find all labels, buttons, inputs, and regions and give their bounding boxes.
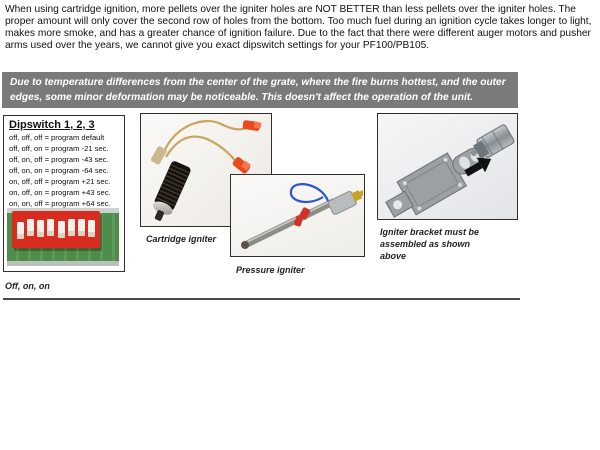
dip-switch-slider bbox=[78, 219, 85, 236]
dipswitch-title: Dipswitch 1, 2, 3 bbox=[9, 119, 95, 131]
dipswitch-setting-row: on, on, off = program +64 sec. bbox=[9, 199, 111, 208]
cartridge-caption: Cartridge igniter bbox=[146, 234, 217, 244]
dipswitch-caption: Off, on, on bbox=[5, 281, 50, 291]
dip-switch-slider bbox=[17, 222, 24, 239]
notice-banner: Due to temperature differences from the center of the grate, where the fire burns hottest, and the outer edges, some minor deformation may be noticeable. This doesn't affect the operation of the unit. bbox=[2, 72, 518, 108]
dipswitch-setting-row: on, off, off = program +21 sec. bbox=[9, 177, 111, 186]
igniter-bracket-illustration bbox=[378, 114, 516, 218]
dipswitch-photo bbox=[7, 208, 119, 266]
igniter-bracket-photo bbox=[377, 113, 518, 220]
dipswitch-setting-row: off, off, on = program -21 sec. bbox=[9, 144, 109, 153]
igniter-rod bbox=[245, 202, 333, 245]
section-divider bbox=[3, 298, 520, 300]
rod-highlight bbox=[247, 201, 331, 242]
blue-wire bbox=[291, 184, 328, 202]
dip-switch-slider bbox=[88, 220, 95, 237]
heater-body bbox=[148, 160, 192, 224]
pressure-igniter-illustration bbox=[231, 175, 363, 255]
bracket-caption: Igniter bracket must be assembled as shown above bbox=[380, 227, 480, 261]
intro-paragraph: When using cartridge ignition, more pellets over the igniter holes are NOT BETTER than less pellets over the igniter holes. The proper amount will only cover the second row of holes from the bottom. Too much fuel during an ignition cycle takes longer to light, makes more smoke, and has a greater chance of ignition failure. Due to the fact that there were different auger motors and pusher arms used over the years, we cannot give you exact dipswitch settings for your PF100/PB105. bbox=[5, 4, 592, 51]
dipswitch-panel bbox=[3, 115, 125, 272]
rod-tip bbox=[241, 241, 249, 249]
igniter-body bbox=[327, 186, 363, 216]
dip-switch-block bbox=[12, 211, 100, 248]
pressure-caption: Pressure igniter bbox=[236, 265, 305, 275]
dip-switch-slider bbox=[37, 220, 44, 237]
dipswitch-setting-row: off, on, off = program -43 sec. bbox=[9, 155, 109, 164]
dipswitch-setting-row: on, off, on = program +43 sec. bbox=[9, 188, 111, 197]
dip-switch-slider bbox=[47, 219, 54, 236]
pressure-igniter-photo bbox=[230, 174, 365, 257]
dip-switch-slider bbox=[58, 221, 65, 238]
bracket-plate bbox=[380, 138, 493, 218]
igniter-wire bbox=[166, 137, 238, 164]
dipswitch-setting-row: off, off, off = program default bbox=[9, 133, 105, 142]
dipswitch-setting-row: off, on, on = program -64 sec. bbox=[9, 166, 109, 175]
dip-switch-slider bbox=[68, 219, 75, 236]
dip-switch-slider bbox=[27, 219, 34, 236]
